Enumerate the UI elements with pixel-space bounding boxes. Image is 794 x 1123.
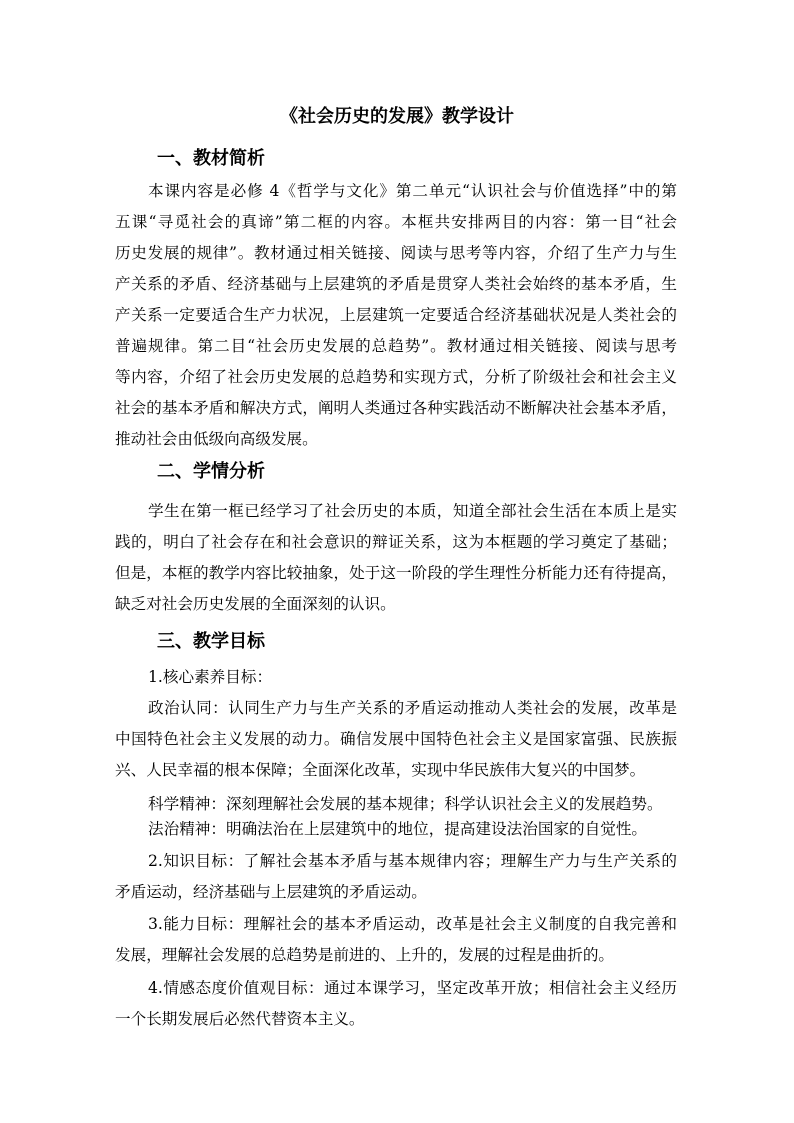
paragraph-line: 学生在第一框已经学习了社会历史的本质，知道全部社会生活在本质上是实 <box>148 502 677 520</box>
paragraph-line: 普遍规律。第二目“社会历史发展的总趋势”。教材通过相关链接、阅读与思考 <box>115 337 677 355</box>
paragraph-line: 践的，明白了社会存在和社会意识的辩证关系，这为本框题的学习奠定了基础； <box>115 533 677 551</box>
paragraph-line: 但是，本框的教学内容比较抽象，处于这一阶段的学生理性分析能力还有待提高， <box>115 564 677 582</box>
paragraph-line: 产关系的矛盾、经济基础与上层建筑的矛盾是贯穿人类社会始终的基本矛盾，生 <box>115 275 677 293</box>
paragraph-line: 缺乏对社会历史发展的全面深刻的认识。 <box>115 595 396 613</box>
section-heading-textbook-analysis: 一、教材简析 <box>157 148 265 169</box>
paragraph-line: 五课“寻觅社会的真谛”第二框的内容。本框共安排两目的内容：第一目“社会 <box>115 213 677 231</box>
section-heading-teaching-objectives: 三、教学目标 <box>157 631 265 652</box>
document-title: 《社会历史的发展》教学设计 <box>280 106 514 127</box>
paragraph-line: 社会的基本矛盾和解决方式，阐明人类通过各种实践活动不断解决社会基本矛盾， <box>115 399 677 417</box>
paragraph-line: 兴、人民幸福的根本保障；全面深化改革，实现中华民族伟大复兴的中国梦。 <box>115 761 646 779</box>
paragraph-line: 2.知识目标：了解社会基本矛盾与基本规律内容；理解生产力与生产关系的 <box>148 852 677 870</box>
paragraph-line: 科学精神：深刻理解社会发展的基本规律；科学认识社会主义的发展趋势。 <box>148 795 663 813</box>
paragraph-line: 矛盾运动，经济基础与上层建筑的矛盾运动。 <box>115 883 427 901</box>
paragraph-line: 中国特色社会主义发展的动力。确信发展中国特色社会主义是国家富强、民族振 <box>115 730 677 748</box>
paragraph-line: 4.情感态度价值观目标：通过本课学习，坚定改革开放；相信社会主义经历 <box>148 979 677 997</box>
paragraph-line: 本课内容是必修 4《哲学与文化》第二单元“认识社会与价值选择”中的第 <box>148 182 677 200</box>
paragraph-line: 等内容，介绍了社会历史发展的总趋势和实现方式，分析了阶级社会和社会主义 <box>115 368 677 386</box>
paragraph-line: 一个长期发展后必然代替资本主义。 <box>115 1010 365 1028</box>
paragraph-line: 产关系一定要适合生产力状况，上层建筑一定要适合经济基础状况是人类社会的 <box>115 306 677 324</box>
paragraph-line: 3.能力目标：理解社会的基本矛盾运动，改革是社会主义制度的自我完善和 <box>148 915 677 933</box>
paragraph-line: 历史发展的规律”。教材通过相关链接、阅读与思考等内容，介绍了生产力与生 <box>115 244 677 262</box>
section-heading-learner-analysis: 二、学情分析 <box>157 461 265 482</box>
paragraph-line: 发展，理解社会发展的总趋势是前进的、上升的，发展的过程是曲折的。 <box>115 946 615 964</box>
objective-subheading: 1.核心素养目标： <box>148 668 273 686</box>
paragraph-line: 政治认同：认同生产力与生产关系的矛盾运动推动人类社会的发展，改革是 <box>148 699 677 717</box>
paragraph-line: 推动社会由低级向高级发展。 <box>115 430 318 448</box>
paragraph-line: 法治精神：明确法治在上层建筑中的地位，提高建设法治国家的自觉性。 <box>148 820 648 838</box>
